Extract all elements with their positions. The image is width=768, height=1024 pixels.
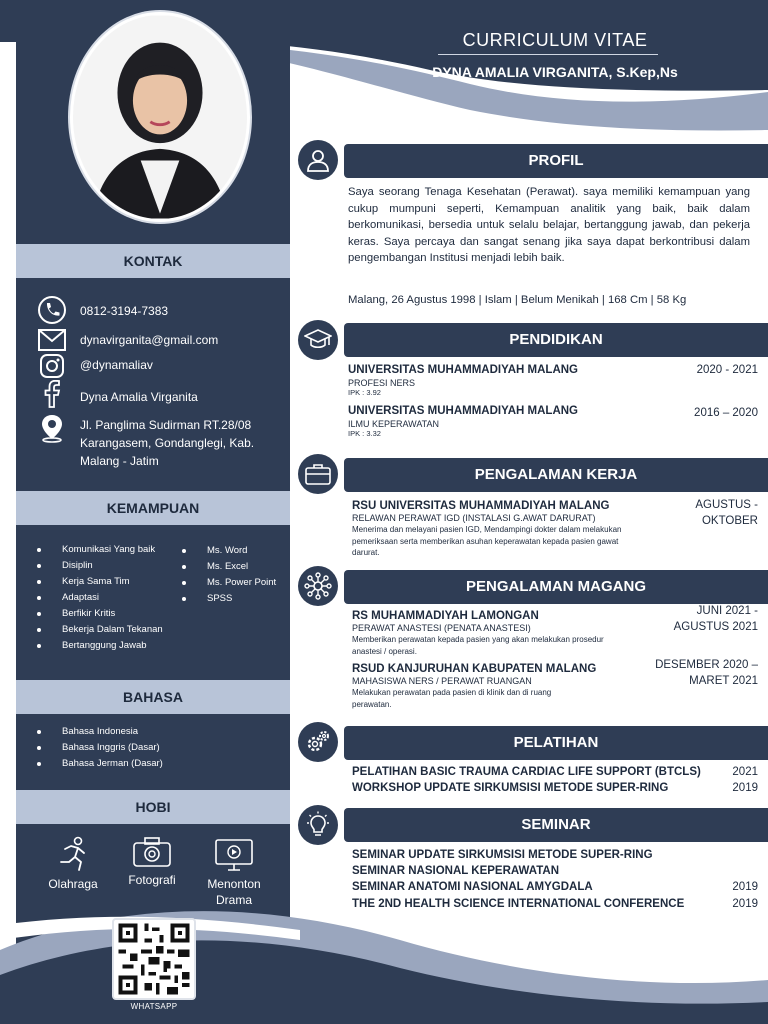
list-item: Bahasa Inggris (Dasar) bbox=[37, 740, 163, 756]
work-entry bbox=[352, 500, 642, 559]
candidate-name: DYNA AMALIA VIRGANITA, S.Kep,Ns bbox=[432, 64, 678, 80]
internship-period bbox=[640, 603, 758, 635]
address-line-2: Karangasem, Gondanglegi, Kab. bbox=[80, 436, 255, 450]
pendidikan-heading: PENDIDIKAN bbox=[344, 323, 768, 357]
seminar-item: SEMINAR NASIONAL KEPERAWATAN bbox=[352, 865, 560, 877]
software-skills-list bbox=[182, 543, 276, 607]
kontak-heading: KONTAK bbox=[16, 244, 290, 278]
pengalaman-kerja-heading: PENGALAMAN KERJA bbox=[344, 458, 768, 492]
seminar-year: 2019 bbox=[732, 898, 758, 910]
seminar-heading: SEMINAR bbox=[344, 808, 768, 842]
hobby-menonton bbox=[189, 838, 279, 908]
seminar-item: THE 2ND HEALTH SCIENCE INTERNATIONAL CONFERENCE bbox=[352, 898, 685, 910]
hobby-fotografi bbox=[107, 836, 197, 888]
whatsapp-qr-code[interactable] bbox=[112, 918, 196, 1000]
address-line-1: Jl. Panglima Sudirman RT.28/08 bbox=[80, 418, 252, 432]
pengalaman-magang-heading: PENGALAMAN MAGANG bbox=[344, 570, 768, 604]
soft-skills-list bbox=[37, 542, 163, 654]
education-years: 2020 - 2021 bbox=[696, 364, 758, 376]
envelope-icon bbox=[36, 326, 68, 354]
gpa: IPK : 3.92 bbox=[348, 388, 381, 397]
languages-list bbox=[37, 724, 163, 772]
education-years: 2016 – 2020 bbox=[694, 407, 758, 419]
bahasa-heading: BAHASA bbox=[16, 680, 290, 714]
hospital-name: RS MUHAMMADIYAH LAMONGAN bbox=[352, 610, 539, 622]
intern-description: Memberikan perawatan kepada pasien yang akan melakukan prosedur anastesi / operasi. bbox=[352, 635, 604, 656]
intern-role: MAHASISWA NERS / PERAWAT RUANGAN bbox=[352, 676, 532, 686]
list-item: Kerja Sama Tim bbox=[37, 574, 163, 590]
camera-icon bbox=[132, 836, 172, 868]
seminar-item: SEMINAR ANATOMI NASIONAL AMYGDALA bbox=[352, 881, 593, 893]
period-line-1: AGUSTUS - bbox=[695, 499, 758, 511]
list-item: Komunikasi Yang baik bbox=[37, 542, 163, 558]
email-address: dynavirganita@gmail.com bbox=[80, 333, 219, 347]
list-item: Ms. Power Point bbox=[182, 575, 276, 591]
program-name: ILMU KEPERAWATAN bbox=[348, 419, 440, 429]
period-line-1: JUNI 2021 - bbox=[696, 605, 758, 617]
running-icon bbox=[56, 836, 90, 872]
phone-icon bbox=[36, 296, 68, 324]
qr-label: WHATSAPP bbox=[130, 1002, 178, 1011]
gpa: IPK : 3.32 bbox=[348, 429, 381, 438]
hobby-label: Olahraga bbox=[48, 877, 98, 891]
title-divider bbox=[438, 54, 658, 55]
list-item: Bertanggung Jawab bbox=[37, 638, 163, 654]
period-line-2: OKTOBER bbox=[701, 515, 758, 527]
profile-photo bbox=[70, 12, 250, 222]
training-item: PELATIHAN BASIC TRAUMA CARDIAC LIFE SUPPORT (BTCLS) bbox=[352, 766, 701, 778]
list-item: Ms. Excel bbox=[182, 559, 276, 575]
kemampuan-heading: KEMAMPUAN bbox=[16, 491, 290, 525]
network-icon bbox=[298, 566, 338, 606]
profile-summary: Saya seorang Tenaga Kesehatan (Perawat). saya memiliki kemampuan yang cukup mumpuni seperti, Kemampuan analitik yang baik, baik dalam berkomunikasi, bersedia untuk selalu belajar, bertanggung jawab, dan pekerja keras. Saya percaya dan sangat senang jika saya dapat berkontribusi dalam pengembangan Institusi menjadi lebih baik. bbox=[348, 186, 750, 265]
training-year: 2019 bbox=[732, 782, 758, 794]
facebook-name: Dyna Amalia Virganita bbox=[80, 390, 198, 404]
program-name: PROFESI NERS bbox=[348, 378, 416, 388]
profil-heading: PROFIL bbox=[344, 144, 768, 178]
education-entry bbox=[348, 405, 658, 438]
monitor-play-icon bbox=[214, 838, 254, 872]
person-icon bbox=[298, 140, 338, 180]
address-line-3: Malang - Jatim bbox=[80, 454, 159, 468]
facebook-icon bbox=[36, 380, 68, 408]
work-period bbox=[640, 497, 758, 529]
intern-role: PERAWAT ANASTESI (PENATA ANASTESI) bbox=[352, 623, 531, 633]
lightbulb-icon bbox=[298, 805, 338, 845]
training-year: 2021 bbox=[732, 766, 758, 778]
list-item: Adaptasi bbox=[37, 590, 163, 606]
list-item: Disiplin bbox=[37, 558, 163, 574]
institution-name: UNIVERSITAS MUHAMMADIYAH MALANG bbox=[348, 364, 578, 376]
list-item: Bahasa Jerman (Dasar) bbox=[37, 756, 163, 772]
employer-name: RSU UNIVERSITAS MUHAMMADIYAH MALANG bbox=[352, 500, 610, 512]
job-role: RELAWAN PERAWAT IGD (INSTALASI G.AWAT DARURAT) bbox=[352, 513, 596, 523]
institution-name: UNIVERSITAS MUHAMMADIYAH MALANG bbox=[348, 405, 578, 417]
instagram-row bbox=[36, 352, 153, 380]
cv-title: CURRICULUM VITAE bbox=[462, 30, 648, 50]
instagram-icon bbox=[36, 352, 68, 380]
seminar-year: 2019 bbox=[732, 881, 758, 893]
qr-code-icon bbox=[114, 920, 194, 998]
hobi-heading: HOBI bbox=[16, 790, 290, 824]
list-item: SPSS bbox=[182, 591, 276, 607]
address bbox=[80, 416, 254, 470]
education-entry bbox=[348, 364, 658, 397]
phone-number: 0812-3194-7383 bbox=[80, 304, 169, 318]
job-description: Menerima dan melayani pasien IGD, Mendampingi dokter dalam melakukan pemeriksaan serta memberikan asuhan keperawatan kepada pasien gawat darurat. bbox=[352, 525, 622, 557]
email-row bbox=[36, 326, 218, 354]
intern-description: Melakukan perawatan pada pasien di klinik dan di ruang perawatan. bbox=[352, 688, 552, 709]
period-line-2: AGUSTUS 2021 bbox=[673, 621, 758, 633]
internship-period bbox=[640, 657, 758, 689]
facebook-row bbox=[36, 380, 198, 408]
list-item: Bahasa Indonesia bbox=[37, 724, 163, 740]
hobby-olahraga bbox=[28, 836, 118, 892]
internship-entry bbox=[352, 663, 642, 710]
graduation-cap-icon bbox=[298, 320, 338, 360]
hobby-label: Menonton Drama bbox=[207, 877, 261, 907]
list-item: Berfikir Kritis bbox=[37, 606, 163, 622]
period-line-2: MARET 2021 bbox=[689, 675, 758, 687]
training-item: WORKSHOP UPDATE SIRKUMSISI METODE SUPER-RING bbox=[352, 782, 669, 794]
seminar-item: SEMINAR UPDATE SIRKUMSISI METODE SUPER-RING bbox=[352, 849, 653, 861]
period-line-1: DESEMBER 2020 – bbox=[655, 659, 758, 671]
instagram-handle: @dynamaliav bbox=[80, 358, 153, 372]
address-row bbox=[36, 414, 254, 470]
internship-entry bbox=[352, 610, 642, 657]
gears-icon bbox=[298, 722, 338, 762]
location-pin-icon bbox=[36, 414, 68, 442]
pelatihan-heading: PELATIHAN bbox=[344, 726, 768, 760]
list-item: Bekerja Dalam Tekanan bbox=[37, 622, 163, 638]
hobby-label: Fotografi bbox=[128, 873, 176, 887]
briefcase-icon bbox=[298, 454, 338, 494]
personal-details: Malang, 26 Agustus 1998 | Islam | Belum Menikah | 168 Cm | 58 Kg bbox=[348, 294, 687, 306]
phone-row bbox=[36, 296, 168, 324]
list-item: Ms. Word bbox=[182, 543, 276, 559]
hospital-name: RSUD KANJURUHAN KABUPATEN MALANG bbox=[352, 663, 597, 675]
